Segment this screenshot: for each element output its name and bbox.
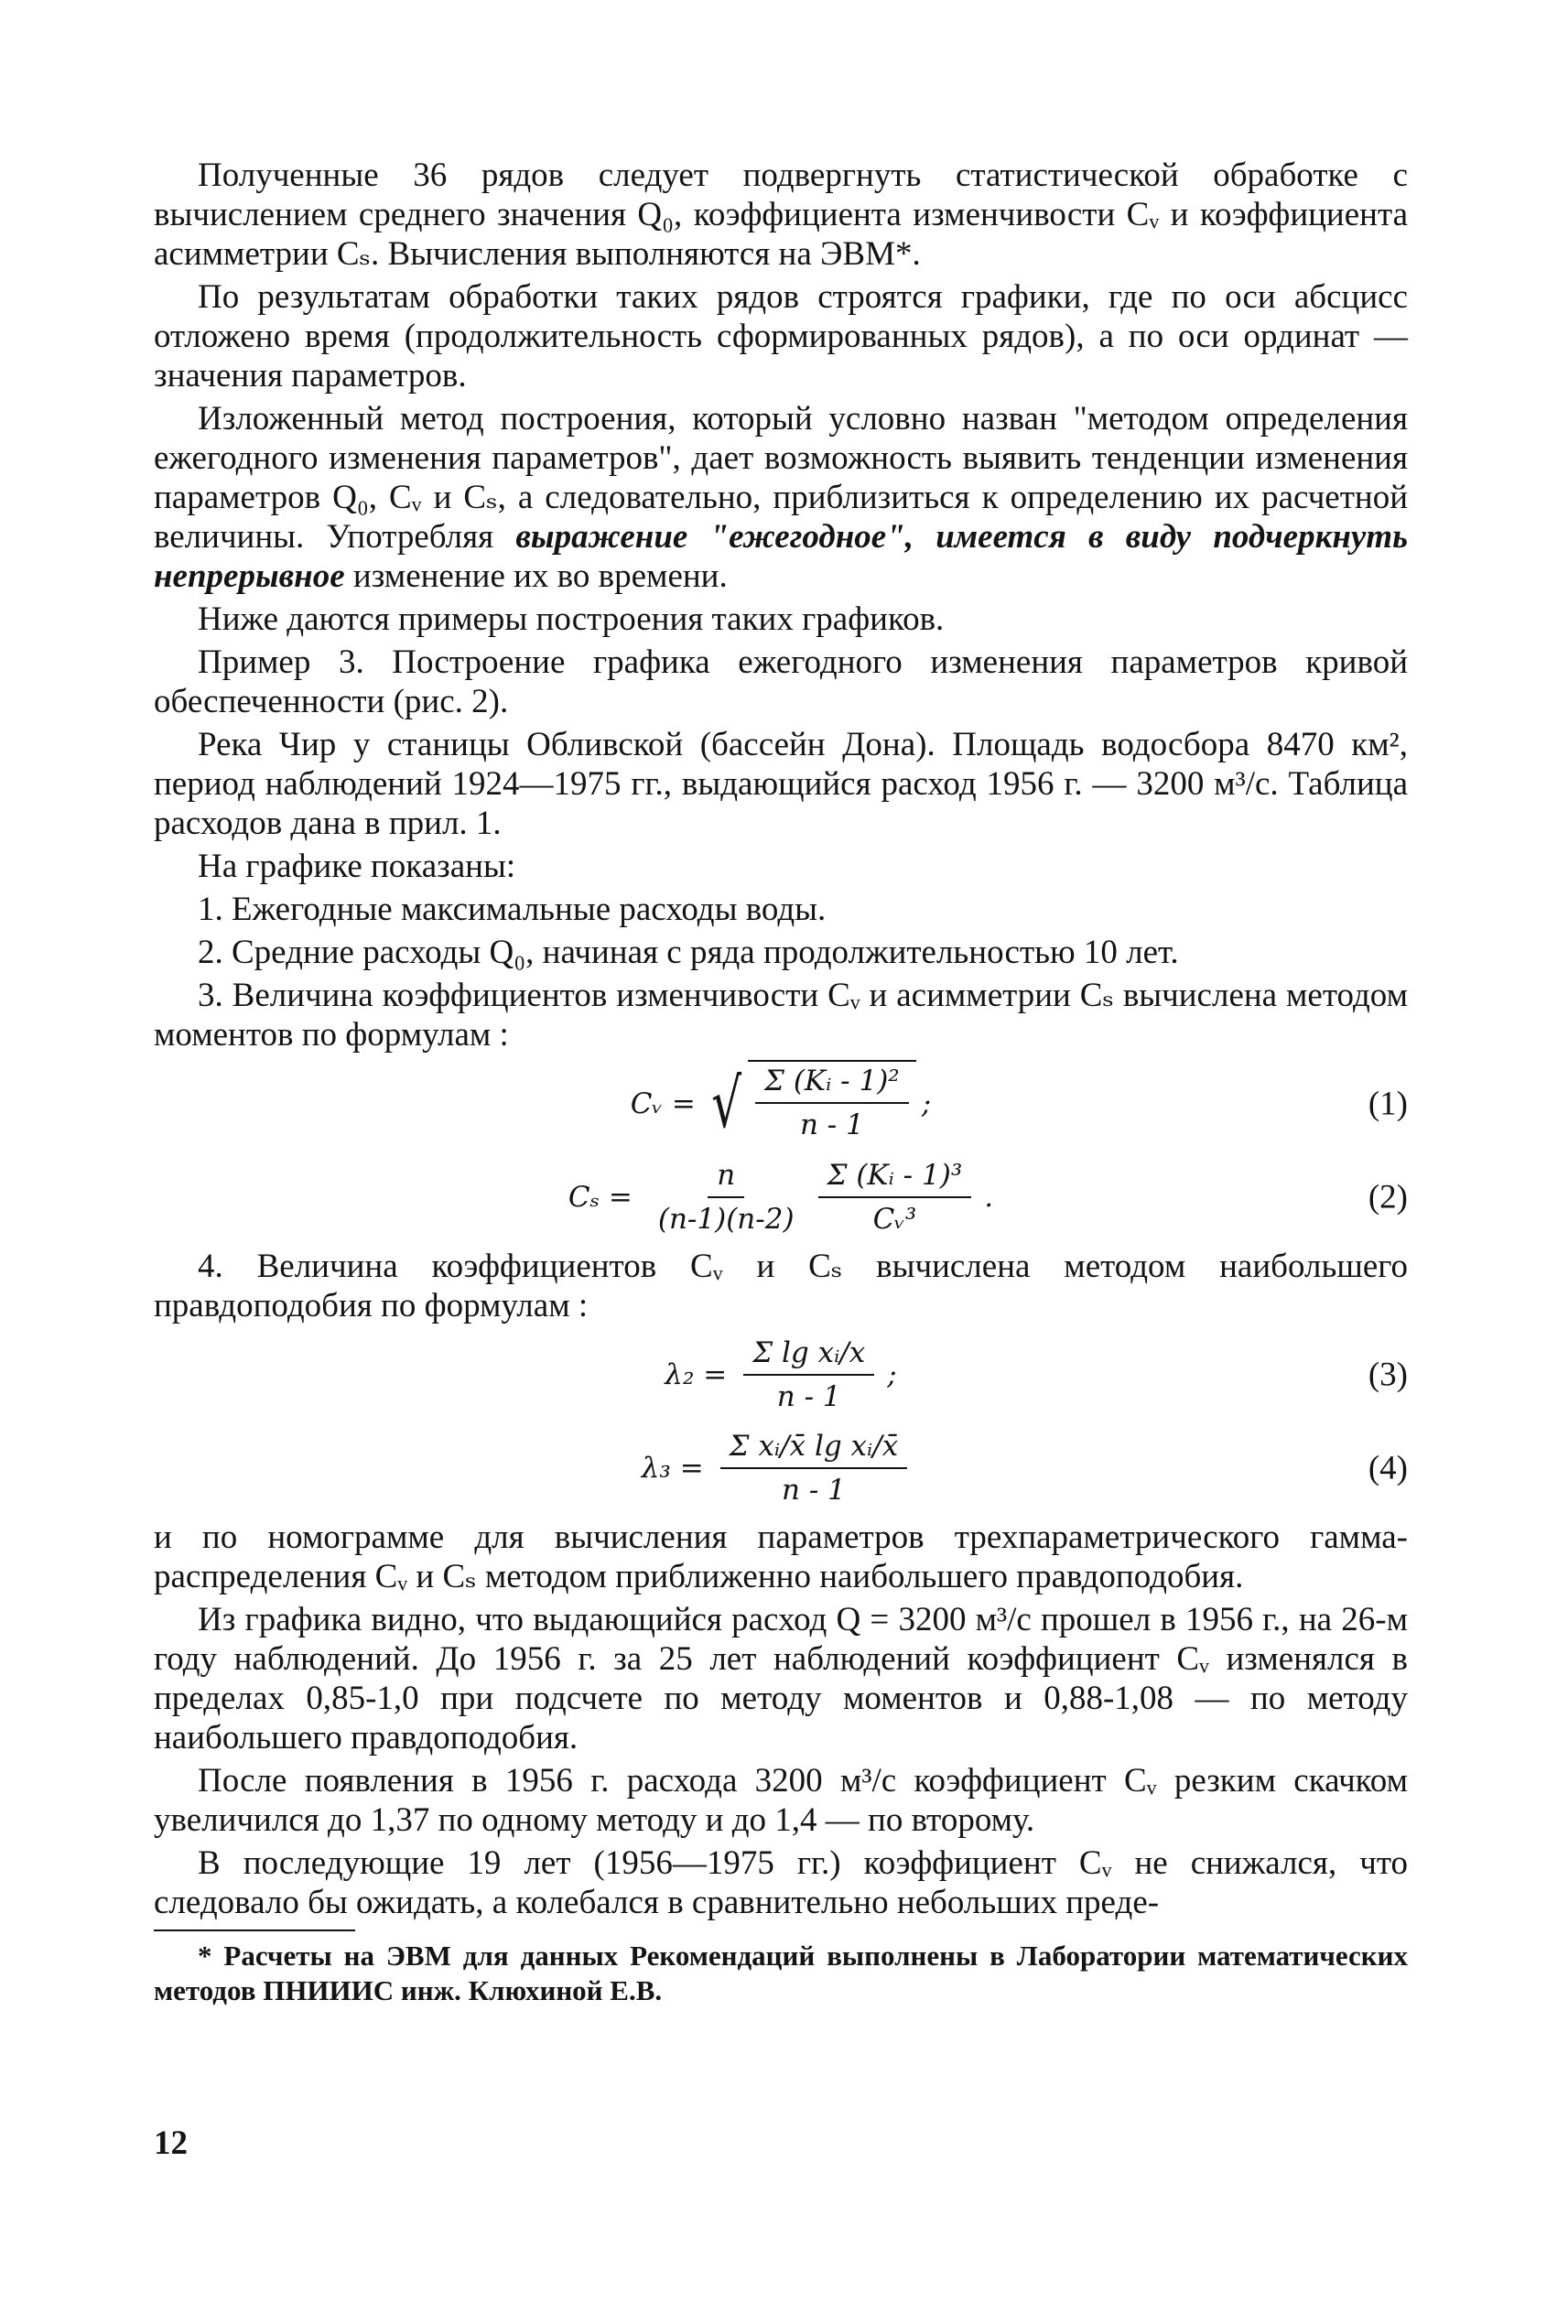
paragraph-2: По результатам обработки таких рядов строятся графики, где по оси абсцисс отложено время (продолжительность сформированных рядов), а по оси ординат — значения параметров.: [154, 278, 1408, 395]
paragraph-graph-analysis: Из графика видно, что выдающийся расход Q = 3200 м³/с прошел в 1956 г., на 26-м году наблюдений. До 1956 г. за 25 лет наблюдений коэффициент Cᵥ изменялся в пределах 0,85-1,0 при подсчете по методу моментов и 0,88-1,08 — по методу наибольшего правдоподобия.: [154, 1601, 1408, 1757]
formula-1-sqrt: [705, 1060, 916, 1148]
formula-2-fraction-a: [649, 1158, 804, 1237]
formula-3-lhs: λ₂ =: [665, 1357, 728, 1391]
paragraph-1: Полученные 36 рядов следует подвергнуть статистической обработке с вычислением среднего значения Q₀, коэффициента изменчивости Cᵥ и коэффициента асимметрии Cₛ. Вычисления выполняются на ЭВМ*.: [154, 157, 1408, 273]
paragraph-3: [154, 399, 1408, 596]
paragraph-river: Река Чир у станицы Обливской (бассейн Дона). Площадь водосбора 8470 км², период наблюдений 1924—1975 гг., выдающийся расход 1956 г. — 3200 м³/с. Таблица расходов дана в прил. 1.: [154, 726, 1408, 842]
list-item-2: 2. Средние расходы Q₀, начиная с ряда продолжительностью 10 лет.: [198, 934, 1179, 971]
formula-4: [154, 1424, 1408, 1512]
formula-3-fraction: [743, 1335, 874, 1414]
list-item-3: 3. Величина коэффициентов изменчивости Cᵥ и асимметрии Cₛ вычислена методом моментов по формулам :: [154, 977, 1408, 1054]
formula-1-lhs: Cᵥ =: [630, 1086, 696, 1120]
formula-1-denominator: n - 1: [799, 1108, 864, 1141]
paragraph-3-end: изменение их во времени.: [352, 557, 728, 595]
paragraph-following-years: В последующие 19 лет (1956—1975 гг.) коэффициент Cᵥ не снижался, что следовало бы ожидать, а колебался в сравнительно небольших преде-: [154, 1844, 1408, 1921]
formula-2-numerator-b: Σ (Kᵢ - 1)³: [818, 1158, 972, 1198]
formula-1-number: (1): [1368, 1085, 1408, 1123]
formula-3: [154, 1331, 1408, 1419]
formula-2-fraction-b: [818, 1158, 972, 1237]
formula-1-numerator: Σ (Kᵢ - 1)²: [755, 1064, 909, 1104]
list-item-4: 4. Величина коэффициентов Cᵥ и Cₛ вычислена методом наибольшего правдоподобия по формулам :: [154, 1248, 1408, 1324]
formula-1: [154, 1060, 1408, 1148]
page-body: [154, 156, 1408, 2008]
example-3-heading: Пример 3. Построение графика ежегодного изменения параметров кривой обеспеченности (рис. 2).: [154, 643, 1408, 720]
paragraph-nomogram: и по номограмме для вычисления параметров трехпараметрического гамма-распределения Cᵥ и Cₛ методом приближенно наибольшего правдоподобия.: [154, 1519, 1408, 1595]
formula-2-denominator-b: Cᵥ³: [872, 1203, 917, 1236]
footnote-divider: [154, 1929, 355, 1931]
paragraph-3-main: Изложенный метод построения, который условно назван "методом определения ежегодного изменения параметров", дает возможность выявить тенденции изменения параметров Q₀, Cᵥ и Cₛ, а следовательно, приблизиться к определению их расчетной величины. Употребляя: [154, 400, 1408, 556]
list-item-1: 1. Ежегодные максимальные расходы воды.: [198, 891, 827, 928]
formula-2-denominator-a: (n-1)(n-2): [657, 1203, 795, 1236]
formula-3-tail: ;: [887, 1357, 897, 1391]
formula-4-number: (4): [1368, 1449, 1408, 1487]
formula-2-tail: .: [984, 1180, 994, 1214]
paragraph-4: Ниже даются примеры построения таких графиков.: [198, 600, 945, 638]
formula-1-tail: ;: [921, 1086, 932, 1120]
formula-4-numerator: Σ xᵢ/x̄ lg xᵢ/x̄: [720, 1429, 908, 1469]
formula-3-numerator: Σ lg xᵢ/x: [743, 1335, 874, 1376]
sqrt-symbol: √: [710, 1065, 741, 1143]
formula-2: [154, 1153, 1408, 1241]
formula-2-lhs: Cₛ =: [568, 1180, 633, 1214]
formula-3-denominator: n - 1: [776, 1380, 841, 1413]
formula-2-numerator-a: n: [708, 1158, 744, 1198]
paragraph-after-1956: После появления в 1956 г. расхода 3200 м³/с коэффициент Cᵥ резким скачком увеличился до 1,37 по одному методу и до 1,4 — по второму.: [154, 1762, 1408, 1839]
paragraph-3-italic: выражение "ежегодное", имеется в виду подчеркнуть непрерывное: [154, 518, 1409, 595]
paragraph-graph-shows: На графике показаны:: [198, 848, 516, 885]
page-number: 12: [154, 2124, 188, 2162]
formula-3-number: (3): [1368, 1356, 1408, 1394]
formula-4-fraction: [720, 1429, 908, 1508]
footnote: * Расчеты на ЭВМ для данных Рекомендаций выполнены в Лаборатории математических методов ПНИИИС инж. Клюхиной Е.В.: [154, 1940, 1408, 2006]
formula-1-fraction: [755, 1064, 909, 1142]
formula-2-number: (2): [1368, 1178, 1408, 1216]
formula-4-denominator: n - 1: [782, 1474, 846, 1507]
formula-4-lhs: λ₃ =: [641, 1451, 704, 1485]
